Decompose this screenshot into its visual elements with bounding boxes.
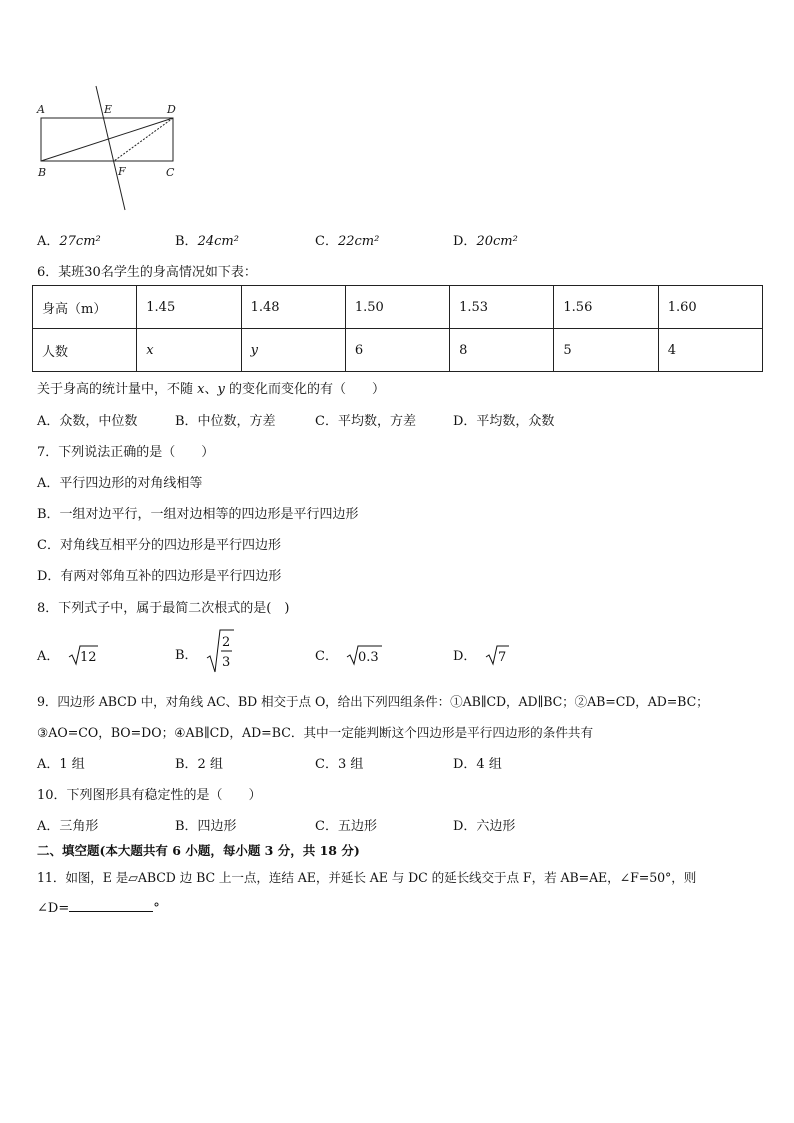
q8-stem: 8．下列式子中，属于最简二次根式的是( ) xyxy=(37,601,290,616)
table-cell: 1.50 xyxy=(345,286,449,329)
height-table xyxy=(32,285,763,372)
table-row xyxy=(33,329,763,372)
svg-text:7: 7 xyxy=(497,650,506,665)
label-f: F xyxy=(118,165,126,178)
q11-line1: 11．如图，E 是▱ABCD 边 BC 上一点，连结 AE，并延长 AE 与 DC 的延长线交于点 F，若 AB=AE，∠F=50°，则 xyxy=(37,870,697,885)
answer-blank[interactable] xyxy=(69,899,153,912)
table-cell: x xyxy=(137,329,241,372)
q10-option-a: A．三角形 xyxy=(37,819,99,834)
q11-line2: ∠D= ° xyxy=(37,901,160,916)
q8-option-c: C． 0.3 xyxy=(315,644,382,666)
table-cell: 身高（m） xyxy=(33,286,137,329)
sqrt-sign xyxy=(485,644,509,666)
segment-df xyxy=(114,118,173,161)
table-cell: 6 xyxy=(345,329,449,372)
svg-text:2: 2 xyxy=(221,635,230,650)
q6-stem: 6．某班30名学生的身高情况如下表： xyxy=(37,265,257,280)
label-b: B xyxy=(38,166,47,179)
svg-text:3: 3 xyxy=(221,655,230,670)
q7-option-a: A．平行四边形的对角线相等 xyxy=(37,476,203,491)
sqrt-sign xyxy=(346,644,382,666)
q10-option-d: D．六边形 xyxy=(453,819,516,834)
q6-option-a: A．众数，中位数 xyxy=(37,414,138,429)
q10-option-b: B．四边形 xyxy=(175,819,237,834)
q9-option-b: B．2 组 xyxy=(175,757,223,772)
q7-option-b: B．一组对边平行，一组对边相等的四边形是平行四边形 xyxy=(37,507,359,522)
rectangle-figure xyxy=(30,80,200,215)
q5-option-a: A．27cm² xyxy=(37,234,101,249)
label-e: E xyxy=(104,103,113,116)
table-cell: 5 xyxy=(554,329,658,372)
label-c: C xyxy=(166,166,175,179)
table-cell: 1.56 xyxy=(554,286,658,329)
table-cell: 1.53 xyxy=(450,286,554,329)
table-cell: 8 xyxy=(450,329,554,372)
sqrt-fraction xyxy=(206,628,236,674)
diagonal-bd xyxy=(41,118,173,161)
table-cell: 人数 xyxy=(33,329,137,372)
sqrt-sign xyxy=(68,644,98,666)
q9-option-d: D．4 组 xyxy=(453,757,502,772)
q8-option-a: A． 12 xyxy=(37,644,98,666)
q7-option-d: D．有两对邻角互补的四边形是平行四边形 xyxy=(37,569,282,584)
table-cell: 1.60 xyxy=(658,286,762,329)
q9-option-c: C．3 组 xyxy=(315,757,364,772)
q8-option-d: D． 7 xyxy=(453,644,509,666)
q6-option-c: C．平均数，方差 xyxy=(315,414,416,429)
table-cell: 1.45 xyxy=(137,286,241,329)
q9-line2: ③AO=CO，BO=DO；④AB∥CD，AD=BC．其中一定能判断这个四边形是平行四边形的条件共有 xyxy=(37,725,594,740)
q7-stem: 7．下列说法正确的是（ ） xyxy=(37,445,215,460)
label-a: A xyxy=(37,103,45,116)
q5-option-d: D．20cm² xyxy=(453,234,518,249)
q5-option-c: C．22cm² xyxy=(315,234,380,249)
table-cell: 1.48 xyxy=(241,286,345,329)
table-row xyxy=(33,286,763,329)
table-cell: y xyxy=(241,329,345,372)
section-heading: 二、填空题(本大题共有 6 小题，每小题 3 分，共 18 分) xyxy=(37,843,360,858)
svg-text:12: 12 xyxy=(79,650,97,665)
table-cell: 4 xyxy=(658,329,762,372)
label-d: D xyxy=(167,103,176,116)
q9-option-a: A．1 组 xyxy=(37,757,85,772)
q8-option-b: B． 2 3 xyxy=(175,628,236,674)
q6-option-d: D．平均数，众数 xyxy=(453,414,555,429)
q10-option-c: C．五边形 xyxy=(315,819,377,834)
q9-line1: 9．四边形 ABCD 中，对角线 AC、BD 相交于点 O，给出下列四组条件：①AB∥CD，AD∥BC；②AB=CD，AD=BC； xyxy=(37,694,709,709)
q5-option-b: B．24cm² xyxy=(175,234,239,249)
q7-option-c: C．对角线互相平分的四边形是平行四边形 xyxy=(37,538,281,553)
q6-option-b: B．中位数，方差 xyxy=(175,414,276,429)
q6-question: 关于身高的统计量中，不随 x、y 的变化而变化的有（ ） xyxy=(37,382,385,397)
svg-text:0.3: 0.3 xyxy=(358,650,379,665)
q10-stem: 10．下列图形具有稳定性的是（ ） xyxy=(37,788,262,803)
